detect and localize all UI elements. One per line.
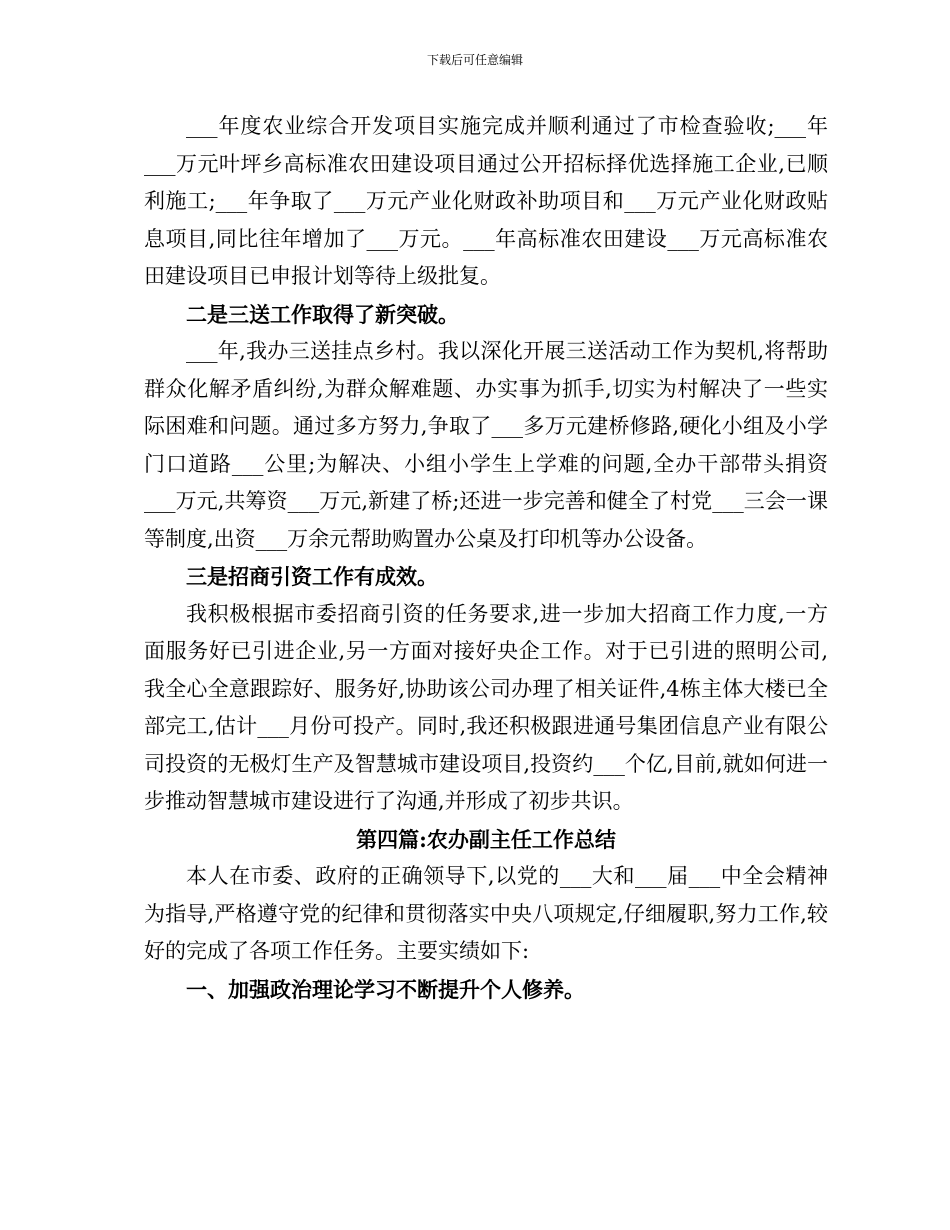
page-header: 下载后可任意编辑 xyxy=(426,53,523,67)
paragraph-sansong: ___年,我办三送挂点乡村。我以深化开展三送活动工作为契机,将帮助群众化解矛盾纠纷,为群众解难题、办实事为抓手,切实为村解决了一些实际困难和问题。通过多方努力,争取了___多万元建桥修路,硬化小组及小学门口道路___公里;为解决、小组小学生上学难的问题,全办干部带头捐资___万元,共筹资___万元,新建了桥;还进一步完善和健全了村党___三会一课等制度,出资___万余元帮助购置办公桌及打印机等办公设备。 xyxy=(144,339,828,551)
paragraph-investment: 我积极根据市委招商引资的任务要求,进一步加大招商工作力度,一方面服务好已引进企业,另一方面对接好央企工作。对于已引进的照明公司,我全心全意跟踪好、服务好,协助该公司办理了相关证件,4栋主体大楼已全部完工,估计___月份可投产。同时,我还积极跟进通号集团信息产业有限公司投资的无极灯生产及智慧城市建设项目,投资约___个亿,目前,就如何进一步推动智慧城市建设进行了沟通,并形成了初步共识。 xyxy=(144,601,828,813)
paragraph-intro: 本人在市委、政府的正确领导下,以党的___大和___届___中全会精神为指导,严格遵守党的纪律和贯彻落实中央八项规定,仔细履职,努力工作,较好的完成了各项工作任务。主要实绩如下: xyxy=(144,864,828,963)
section-heading-sansong: 二是三送工作取得了新突破。 xyxy=(186,301,459,327)
section-heading-investment: 三是招商引资工作有成效。 xyxy=(186,564,438,589)
chapter-title: 第四篇:农办副主任工作总结 xyxy=(356,826,616,852)
section-heading-political-study: 一、加强政治理论学习不断提升个人修养。 xyxy=(186,976,585,1002)
document-body xyxy=(144,108,828,1008)
paragraph-agri-development: ___年度农业综合开发项目实施完成并顺利通过了市检查验收;___年___万元叶坪乡高标准农田建设项目通过公开招标择优选择施工企业,已顺利施工;___年争取了___万元产业化财政补助项目和___万元产业化财政贴息项目,同比往年增加了___万元。___年高标准农田建设___万元高标准农田建设项目已申报计划等待上级批复。 xyxy=(144,114,828,288)
